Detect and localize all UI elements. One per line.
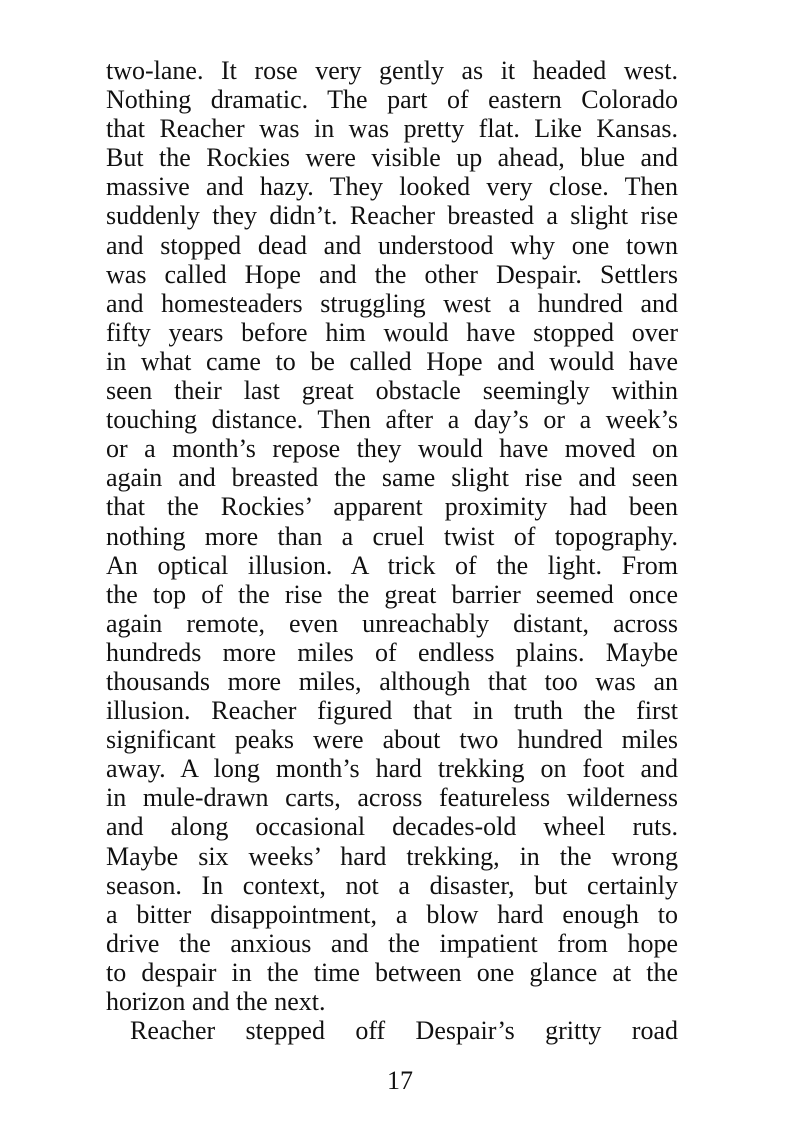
text-line: suddenly they didn’t. Reacher breasted a slight rise	[106, 201, 678, 231]
text-line: in mule-drawn carts, across featureless wilderness	[106, 783, 678, 813]
body-text	[106, 56, 678, 1045]
text-line: and homesteaders struggling west a hundred and	[106, 288, 678, 318]
text-line: drive the anxious and the impatient from hope	[106, 928, 678, 958]
text-line: illusion. Reacher figured that in truth the first	[106, 696, 678, 726]
text-line: away. A long month’s hard trekking on foot and	[106, 754, 678, 784]
text-line: to despair in the time between one glance at the	[106, 957, 678, 987]
text-line: thousands more miles, although that too was an	[106, 666, 678, 696]
text-line: fifty years before him would have stopped over	[106, 317, 678, 347]
text-line: seen their last great obstacle seemingly within	[106, 376, 678, 406]
text-line: and along occasional decades-old wheel ruts.	[106, 812, 678, 842]
text-line: Reacher stepped off Despair’s gritty road	[130, 1016, 678, 1046]
text-line: Nothing dramatic. The part of eastern Colorado	[106, 85, 678, 115]
text-line: season. In context, not a disaster, but certainly	[106, 870, 678, 900]
paragraph-1	[106, 56, 678, 1016]
text-line: But the Rockies were visible up ahead, blue and	[106, 143, 678, 173]
text-line: was called Hope and the other Despair. Settlers	[106, 259, 678, 289]
text-line: two-lane. It rose very gently as it headed west.	[106, 56, 678, 85]
text-line: massive and hazy. They looked very close. Then	[106, 172, 678, 202]
text-line: hundreds more miles of endless plains. Maybe	[106, 637, 678, 667]
text-line: in what came to be called Hope and would have	[106, 346, 678, 376]
text-line: that the Rockies’ apparent proximity had been	[106, 492, 678, 522]
text-line: that Reacher was in was pretty flat. Like Kansas.	[106, 114, 678, 144]
text-line: touching distance. Then after a day’s or a week’s	[106, 405, 678, 435]
text-line: nothing more than a cruel twist of topography.	[106, 521, 678, 551]
text-line: again remote, even unreachably distant, across	[106, 608, 678, 638]
text-line: and stopped dead and understood why one town	[106, 230, 678, 260]
text-line: horizon and the next.	[106, 987, 326, 1016]
text-line: a bitter disappointment, a blow hard enough to	[106, 899, 678, 929]
page-number: 17	[387, 1066, 413, 1095]
text-line: the top of the rise the great barrier seemed once	[106, 579, 678, 609]
text-line: again and breasted the same slight rise and seen	[106, 463, 678, 493]
paragraph-2	[106, 1016, 678, 1045]
text-line: An optical illusion. A trick of the light. From	[106, 550, 678, 580]
text-line: or a month’s repose they would have moved on	[106, 434, 678, 464]
text-line: significant peaks were about two hundred miles	[106, 725, 678, 755]
text-line: Maybe six weeks’ hard trekking, in the wrong	[106, 841, 678, 871]
